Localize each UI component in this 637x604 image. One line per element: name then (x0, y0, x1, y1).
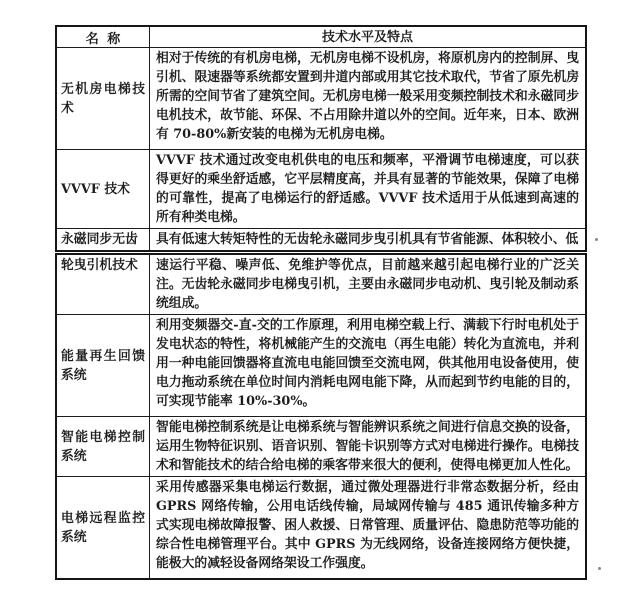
column-header-name: 名 称 (57, 27, 150, 47)
row-name-label: 电梯远程监控系统 (61, 510, 145, 545)
row-name-label: 能量再生回馈系统 (61, 348, 145, 383)
tech-table-part1 (55, 25, 587, 252)
row-desc-cell: 利用变频器交-直-交的工作原理，利用电梯空载上行、满载下行时电机处于发电状态的特性，将机械能产生的交流电（再生电能）转化为直流电，并利用一种电能回馈器将直流电电能回馈至交流电网，供其他用电设备使用，使电力拖动系统在单位时间内消耗电网电能下降，从而起到节约电能的目的，可实现节能率 10%-30%。 (156, 318, 579, 409)
row-desc-cell: VVVF 技术通过改变电机供电的电压和频率，平滑调节电梯速度，可以获得更好的乘坐舒适感，它平层精度高，并具有显著的节能效果，保障了电梯的可靠性，提高了电梯运行的舒适感。VVVF 技术适用于从低速到高速的所有种类电梯。 (156, 153, 579, 225)
column-header-tech-level: 技术水平及特点 (321, 29, 413, 45)
row-desc-cell: 具有低速大转矩特性的无齿轮永磁同步曳引机具有节省能源、体积较小、低 (156, 232, 579, 247)
row-desc-cell: 智能电梯控制系统是让电梯系统与智能辨识系统之间进行信息交换的设备，运用生物特征识别、语音识别、智能卡识别等方式对电梯进行操作。电梯技术和智能技术的结合给电梯的乘客带来很大的便利，使得电梯更加人性化。 (156, 420, 579, 473)
row-name-cell (57, 150, 150, 228)
row-name-cell (57, 255, 150, 314)
row-name-cell (57, 417, 150, 476)
row-desc-cell: 相对于传统的有机房电梯，无机房电梯不设机房，将原机房内的控制屏、曳引机、限速器等系统都安置到井道内部或用其它技术取代，节省了原先机房所需的空间节省了建筑空间。无机房电梯一般采用变频控制技术和永磁同步电机技术，故节能、环保、不占用除井道以外的空间。近年来，日本、欧洲有 70-80%新安装的电梯为无机房电梯。 (156, 51, 579, 142)
row-name-cell (57, 229, 150, 250)
row-name-label: 永磁同步无齿 (61, 232, 138, 247)
table-row (57, 149, 585, 228)
scan-speck (598, 567, 601, 570)
table-row (57, 416, 585, 476)
row-name-cell (57, 315, 150, 416)
table-header-row (57, 27, 585, 47)
table-row (57, 314, 585, 416)
row-desc-cell: 采用传感器采集电梯运行数据，通过微处理器进行非常态数据分析，经由 GPRS 网络传输，公用电话线传输，局域网传输与 485 通讯传输多种方式实现电梯故障报警、困人救援、日常管理、质量评估、隐患防范等功能的综合性电梯管理平台。其中 GPRS 为无线网络，设备连接网络方便快捷，能极大的减轻设备网络架设工作强度。 (156, 480, 579, 571)
row-name-label: VVVF 技术 (61, 181, 130, 197)
tech-table-part2 (55, 253, 587, 580)
row-name-label: 轮曳引机技术 (61, 258, 138, 273)
table-row (57, 476, 585, 578)
row-name-cell (57, 477, 150, 578)
table-row (57, 255, 585, 314)
row-name-label: 智能电梯控制系统 (61, 429, 145, 464)
row-name-label: 无机房电梯技术 (61, 81, 145, 116)
table-row (57, 228, 585, 250)
row-name-cell (57, 48, 150, 149)
scan-speck (595, 238, 598, 241)
table-row (57, 47, 585, 149)
row-desc-cell: 速运行平稳、噪声低、免维护等优点，目前越来越引起电梯行业的广泛关注。无齿轮永磁同步电梯曳引机，主要由永磁同步电动机、曳引轮及制动系统组成。 (156, 258, 579, 311)
